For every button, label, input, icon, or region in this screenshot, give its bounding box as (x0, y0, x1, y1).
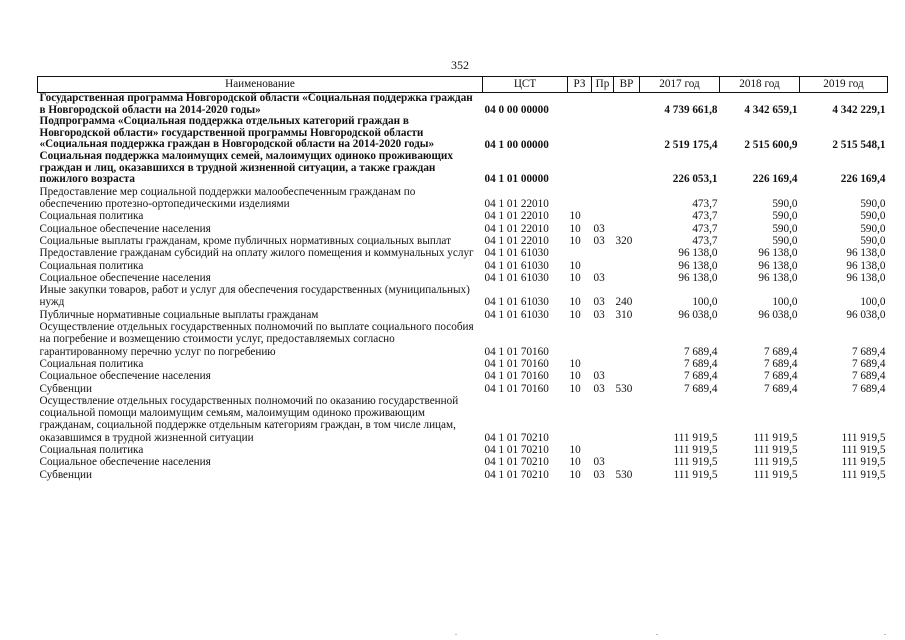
cell-pr (592, 186, 614, 211)
cell-cst: 04 1 01 61030 (484, 308, 549, 321)
cell-vr: 530 (615, 382, 633, 395)
table-row (38, 321, 888, 358)
cell-y2017: 96 038,0 (678, 308, 718, 321)
table-row (38, 272, 888, 284)
cell-y2019: 111 919,5 (841, 468, 886, 481)
cell-y2019: 7 689,4 (851, 382, 886, 395)
cell-vr (614, 223, 640, 235)
cell-y2017: 100,0 (692, 296, 718, 309)
cell-y2018: 96 138,0 (758, 271, 798, 284)
cell-vr (614, 210, 640, 222)
header-rz: РЗ (568, 77, 592, 93)
cell-y2018: 590,0 (772, 234, 798, 247)
cell-y2017: 7 689,4 (683, 345, 718, 358)
cell-name: Социальные выплаты гражданам, кроме публичных нормативных социальных выплат (39, 234, 451, 247)
cell-y2017: 96 138,0 (678, 247, 718, 260)
cell-rz: 10 (569, 308, 581, 321)
cell-rz: 10 (569, 234, 581, 247)
cell-y2018: 7 689,4 (763, 382, 798, 395)
cell-y2019: 4 342 229,1 (832, 103, 886, 116)
cell-vr: 240 (615, 296, 633, 309)
cell-cst: 04 1 01 70210 (484, 443, 549, 456)
cell-vr: 320 (615, 234, 633, 247)
cell-y2018: 7 689,4 (763, 345, 798, 358)
cell-cst: 04 1 01 22010 (484, 198, 549, 211)
cell-pr (592, 358, 614, 370)
table-body (38, 93, 888, 481)
cell-y2018: 4 342 659,1 (744, 103, 798, 116)
cell-vr (614, 93, 640, 117)
cell-name: Подпрограмма «Социальная поддержка отдельных категорий граждан в Новгородской области» государственной программы Новгородской области «Социальная поддержка граждан в Новгородской области на 2014-2020 годы» (39, 115, 435, 151)
cell-cst: 04 1 01 22010 (484, 210, 549, 223)
cell-pr: 03 (593, 271, 605, 284)
cell-pr: 03 (593, 382, 605, 395)
header-2019: 2019 год (800, 77, 888, 93)
cell-name: Социальное обеспечение населения (39, 271, 211, 284)
cell-y2018: 96 038,0 (758, 308, 798, 321)
cell-y2017: 7 689,4 (683, 370, 718, 383)
cell-y2019: 590,0 (860, 198, 886, 211)
cell-y2018: 111 919,5 (753, 456, 798, 469)
cell-y2017: 473,7 (692, 222, 718, 235)
table-row (38, 358, 888, 370)
table-row (38, 395, 888, 444)
cell-pr (592, 395, 614, 444)
cell-y2018: 96 138,0 (758, 247, 798, 260)
cell-y2018: 590,0 (772, 222, 798, 235)
cell-cst: 04 1 01 70210 (484, 468, 549, 481)
cell-pr (592, 247, 614, 259)
cell-y2019: 96 138,0 (846, 271, 886, 284)
cell-y2017: 473,7 (692, 234, 718, 247)
cell-cst: 04 1 01 70210 (484, 431, 549, 444)
cell-y2019: 7 689,4 (851, 357, 886, 370)
cell-cst: 04 1 01 22010 (484, 222, 549, 235)
cell-y2018: 111 919,5 (753, 431, 798, 444)
cell-cst: 04 1 01 61030 (484, 296, 549, 309)
header-pr: Пр (592, 77, 614, 93)
cell-y2019: 96 138,0 (846, 259, 886, 272)
cell-cst: 04 1 00 00000 (484, 138, 549, 151)
table-row (38, 456, 888, 468)
cell-pr (592, 151, 614, 186)
cell-pr: 03 (593, 370, 605, 383)
cell-pr (592, 260, 614, 272)
cell-name: Субвенции (39, 468, 92, 481)
header-vr: ВР (614, 77, 640, 93)
cell-vr (614, 272, 640, 284)
cell-pr: 03 (593, 456, 605, 469)
cell-name: Предоставление мер социальной поддержки малообеспеченным гражданам по обеспечению протезно-ортопедическими изделиями (39, 185, 416, 211)
cell-vr (614, 247, 640, 259)
cell-rz: 10 (569, 468, 581, 481)
table-row (38, 186, 888, 211)
cell-y2019: 111 919,5 (841, 443, 886, 456)
cell-y2019: 590,0 (860, 222, 886, 235)
cell-vr (614, 186, 640, 211)
cell-rz (568, 93, 592, 117)
cell-y2017: 96 138,0 (678, 271, 718, 284)
cell-vr (614, 444, 640, 456)
cell-y2019: 111 919,5 (841, 456, 886, 469)
cell-pr: 03 (593, 234, 605, 247)
table-row (38, 260, 888, 272)
cell-rz: 10 (569, 296, 581, 309)
cell-y2017: 111 919,5 (673, 456, 718, 469)
cell-vr (614, 456, 640, 468)
cell-pr (592, 444, 614, 456)
cell-y2018: 7 689,4 (763, 370, 798, 383)
cell-rz: 10 (569, 456, 581, 469)
cell-y2017: 96 138,0 (678, 259, 718, 272)
cell-name: Социальная поддержка малоимущих семей, малоимущих одиноко проживающих граждан и лиц, оказавшихся в трудной жизненной ситуации, а также граждан пожилого возраста (39, 149, 453, 186)
cell-y2018: 7 689,4 (763, 357, 798, 370)
cell-name: Социальная политика (39, 259, 144, 272)
cell-y2017: 111 919,5 (673, 443, 718, 456)
cell-y2019: 100,0 (860, 296, 886, 309)
page-number: 352 (451, 58, 469, 72)
cell-cst: 04 1 01 70210 (484, 456, 549, 469)
cell-vr (614, 358, 640, 370)
budget-table (37, 76, 888, 481)
table-row (38, 247, 888, 259)
cell-pr (592, 116, 614, 151)
cell-y2017: 111 919,5 (673, 468, 718, 481)
cell-y2019: 7 689,4 (851, 370, 886, 383)
cell-rz (568, 186, 592, 211)
table-header-row (38, 77, 888, 93)
cell-cst: 04 1 01 70160 (484, 382, 549, 395)
cell-y2018: 111 919,5 (753, 443, 798, 456)
cell-rz: 10 (569, 271, 581, 284)
cell-y2019: 96 038,0 (846, 308, 886, 321)
cell-cst: 04 1 01 70160 (484, 370, 549, 383)
table-row (38, 284, 888, 309)
cell-y2019: 111 919,5 (841, 431, 886, 444)
cell-y2018: 100,0 (772, 296, 798, 309)
cell-y2019: 96 138,0 (846, 247, 886, 260)
cell-name: Социальная политика (39, 210, 144, 223)
cell-rz: 10 (569, 357, 581, 370)
cell-y2017: 473,7 (692, 198, 718, 211)
cell-y2017: 7 689,4 (683, 357, 718, 370)
cell-y2018: 111 919,5 (753, 468, 798, 481)
cell-pr: 03 (593, 468, 605, 481)
cell-rz (568, 116, 592, 151)
cell-y2017: 7 689,4 (683, 382, 718, 395)
cell-rz (568, 395, 592, 444)
cell-rz: 10 (569, 259, 581, 272)
cell-rz: 10 (569, 382, 581, 395)
cell-name: Социальная политика (39, 443, 144, 456)
header-cst: ЦСТ (483, 77, 568, 93)
cell-cst: 04 1 01 70160 (484, 357, 549, 370)
cell-y2017: 473,7 (692, 210, 718, 223)
cell-vr (614, 260, 640, 272)
cell-y2018: 590,0 (772, 198, 798, 211)
cell-pr (592, 93, 614, 117)
cell-name: Субвенции (39, 382, 92, 395)
table-row (38, 151, 888, 186)
cell-pr (592, 210, 614, 222)
cell-y2017: 226 053,1 (672, 173, 718, 186)
cell-cst: 04 1 01 00000 (484, 173, 549, 186)
cell-vr (614, 321, 640, 358)
cell-cst: 04 1 01 61030 (484, 247, 549, 260)
cell-vr: 530 (615, 468, 633, 481)
cell-name: Государственная программа Новгородской области «Социальная поддержка граждан в Новгородской области на 2014-2020 годы» (39, 92, 473, 116)
cell-pr: 03 (593, 308, 605, 321)
cell-vr (614, 151, 640, 186)
cell-y2017: 2 519 175,4 (664, 138, 718, 151)
cell-rz (568, 247, 592, 259)
cell-y2018: 590,0 (772, 210, 798, 223)
table-row (38, 309, 888, 321)
cell-rz (568, 321, 592, 358)
cell-rz: 10 (569, 443, 581, 456)
header-2017: 2017 год (640, 77, 720, 93)
cell-rz: 10 (569, 370, 581, 383)
cell-y2018: 226 169,4 (752, 173, 798, 186)
table-row (38, 370, 888, 382)
table-row (38, 383, 888, 395)
cell-cst: 04 1 01 61030 (484, 259, 549, 272)
cell-name: Социальное обеспечение населения (39, 222, 211, 235)
cell-name: Осуществление отдельных государственных полномочий по выплате социального пособия на погребение и возмещению стоимости услуг, предоставляемых согласно гарантированному перечню услуг по погребению (39, 321, 474, 358)
cell-vr (614, 116, 640, 151)
table-row (38, 469, 888, 481)
cell-y2018: 2 515 600,9 (744, 138, 798, 151)
table-row (38, 210, 888, 222)
cell-name: Социальное обеспечение населения (39, 456, 211, 469)
cell-name: Иные закупки товаров, работ и услуг для обеспечения государственных (муниципальных) нужд (39, 284, 470, 309)
header-2018: 2018 год (720, 77, 800, 93)
table-row (38, 444, 888, 456)
cell-y2017: 4 739 661,8 (664, 103, 718, 116)
table-row (38, 223, 888, 235)
cell-pr: 03 (593, 296, 605, 309)
cell-vr: 310 (615, 308, 633, 321)
cell-y2019: 7 689,4 (851, 345, 886, 358)
table-row (38, 235, 888, 247)
cell-y2019: 2 515 548,1 (832, 138, 886, 151)
cell-rz: 10 (569, 222, 581, 235)
cell-y2018: 96 138,0 (758, 259, 798, 272)
cell-vr (614, 395, 640, 444)
cell-rz (568, 151, 592, 186)
header-name: Наименование (38, 77, 483, 93)
cell-name: Осуществление отдельных государственных полномочий по оказанию государственной социальной помощи малоимущим семьям, малоимущим одиноко проживающим гражданам, социальной поддержке отдельным категориям граждан, в том числе лицам, оказавшимся в трудной жизненной ситуации (39, 394, 459, 444)
cell-name: Социальное обеспечение населения (39, 370, 211, 383)
cell-y2019: 226 169,4 (840, 173, 886, 186)
cell-cst: 04 0 00 00000 (484, 103, 549, 116)
cell-pr: 03 (593, 222, 605, 235)
table-row (38, 116, 888, 151)
cell-cst: 04 1 01 61030 (484, 271, 549, 284)
cell-name: Социальная политика (39, 357, 144, 370)
cell-cst: 04 1 01 70160 (484, 345, 549, 358)
cell-pr (592, 321, 614, 358)
cell-vr (614, 370, 640, 382)
cell-name: Предоставление гражданам субсидий на оплату жилого помещения и коммунальных услуг (39, 247, 474, 260)
cell-y2019: 590,0 (860, 234, 886, 247)
cell-rz: 10 (569, 210, 581, 223)
cell-name: Публичные нормативные социальные выплаты гражданам (39, 308, 319, 321)
cell-cst: 04 1 01 22010 (484, 234, 549, 247)
table-row (38, 93, 888, 117)
cell-y2017: 111 919,5 (673, 431, 718, 444)
cell-y2019: 590,0 (860, 210, 886, 223)
